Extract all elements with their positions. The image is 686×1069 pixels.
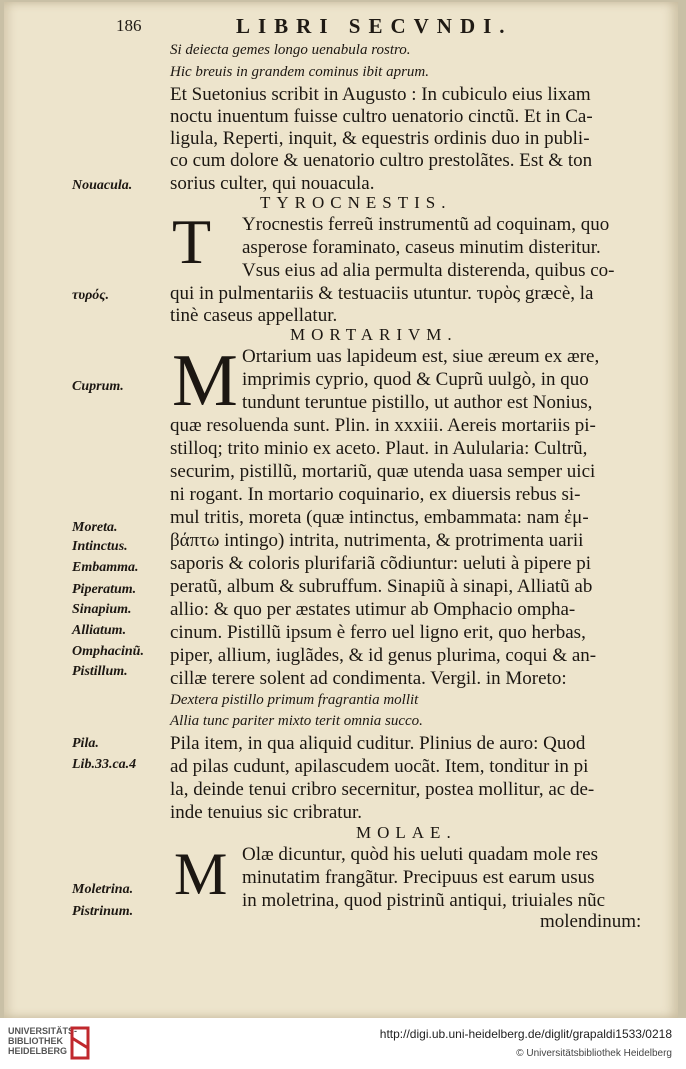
library-logo-icon bbox=[68, 1024, 94, 1062]
text-line: minutatim frangãtur. Precipuus est earum usus bbox=[242, 867, 595, 888]
marginal-note: Nouacula. bbox=[72, 178, 133, 193]
book-page bbox=[4, 2, 678, 1018]
marginal-note: Pila. bbox=[72, 736, 99, 751]
marginal-note: Pistillum. bbox=[72, 664, 128, 679]
text-line: cillæ terere solent ad condimenta. Vergil. in Moreto: bbox=[170, 668, 567, 689]
marginal-note: τυρός. bbox=[72, 288, 110, 303]
drop-cap-t: T bbox=[172, 206, 212, 277]
text-line: imprimis cyprio, quod & Cuprũ uulgò, in quo bbox=[242, 369, 589, 390]
text-line: Et Suetonius scribit in Augusto : In cubiculo eius lixam bbox=[170, 84, 591, 105]
text-line: molendinum: bbox=[540, 911, 642, 932]
text-line: quæ resoluenda sunt. Plin. in xxxiii. Aereis mortariis pi- bbox=[170, 415, 596, 436]
text-line: Ortarium uas lapideum est, siue æreum ex ære, bbox=[242, 346, 600, 367]
marginal-note: Moreta. bbox=[72, 520, 118, 535]
text-line: tinè caseus appellatur. bbox=[170, 305, 338, 326]
text-line: piper, allium, iuglãdes, & id genus plurima, coqui & an- bbox=[170, 645, 597, 666]
marginal-note: Moletrina. bbox=[72, 882, 134, 897]
text-line: Dextera pistillo primum fragrantia mollit bbox=[170, 692, 419, 708]
text-line: in moletrina, quod pistrinũ antiqui, triuiales nũc bbox=[242, 890, 606, 911]
marginal-note: Intinctus. bbox=[72, 539, 128, 554]
running-head: LIBRI SECVNDI. bbox=[236, 14, 513, 38]
text-line: βάπτω intingo) intrita, nutrimenta, & protrimenta uarii bbox=[170, 530, 584, 551]
drop-cap-m: M bbox=[172, 340, 238, 422]
text-line: cinum. Pistillũ ipsum è ferro uel ligno erit, quo herbas, bbox=[170, 622, 586, 643]
text-line: la, deinde tenui cribro secernitur, postea mollitur, ac de- bbox=[170, 779, 595, 800]
text-line: ad pilas cudunt, apilascudem uocãt. Item, tonditur in pi bbox=[170, 756, 589, 777]
text-line: tundunt teruntue pistillo, ut author est Nonius, bbox=[242, 392, 593, 413]
marginal-note: Pistrinum. bbox=[72, 904, 134, 919]
text-line: inde tenuius sic cribratur. bbox=[170, 802, 363, 823]
text-line: Olæ dicuntur, quòd his ueluti quadam mole res bbox=[242, 844, 598, 865]
text-line: mul tritis, moreta (quæ intinctus, embammata: nam ἐμ- bbox=[170, 507, 589, 528]
section-heading: MORTARIVM. bbox=[290, 325, 458, 344]
text-line: qui in pulmentariis & testuaciis utuntur. τυρὸς græcè, la bbox=[170, 283, 594, 304]
text-line: Hic breuis in grandem cominus ibit aprum. bbox=[170, 64, 430, 80]
permalink-url[interactable]: http://digi.ub.uni-heidelberg.de/diglit/grapaldi1533/0218 bbox=[379, 1027, 672, 1041]
copyright-notice: © Universitätsbibliothek Heidelberg bbox=[516, 1048, 672, 1059]
text-line: stilloq; trito minio ex aceto. Plaut. in Aulularia: Cultrũ, bbox=[170, 438, 588, 459]
text-line: peratũ, album & subruffum. Sinapiũ à sinapi, Alliatũ ab bbox=[170, 576, 593, 597]
institution-name: UNIVERSITÄTS- BIBLIOTHEK HEIDELBERG bbox=[8, 1026, 78, 1056]
text-line: sorius culter, qui nouacula. bbox=[170, 173, 375, 194]
marginal-note: Alliatum. bbox=[72, 623, 127, 638]
marginal-note: Omphacinũ. bbox=[72, 644, 144, 659]
text-line: Vsus eius ad alia permulta disterenda, quibus co- bbox=[242, 260, 615, 281]
text-line: asperose foraminato, caseus minutim disteritur. bbox=[242, 237, 601, 258]
text-line: Si deiecta gemes longo uenabula rostro. bbox=[170, 42, 411, 58]
marginal-note: Cuprum. bbox=[72, 379, 124, 394]
text-line: noctu inuentum fuisse cultro uenatorio cinctũ. Et in Ca- bbox=[170, 106, 593, 127]
text-line: allio: & quo per æstates utimur ab Omphacio ompha- bbox=[170, 599, 576, 620]
footer-bar bbox=[0, 1018, 686, 1069]
marginal-note: Lib.33.ca.4 bbox=[72, 757, 137, 772]
drop-cap-m-molae: M bbox=[174, 841, 228, 907]
text-line: saporis & coloris plurifariã cõdiuntur: ueluti à pipere pi bbox=[170, 553, 592, 574]
text-line: ni rogant. In mortario coquinario, ex diuersis rebus si- bbox=[170, 484, 581, 505]
text-line: Yrocnestis ferreũ instrumentũ ad coquinam, quo bbox=[242, 214, 610, 235]
text-line: Allia tunc pariter mixto terit omnia succo. bbox=[170, 713, 423, 729]
marginal-note: Embamma. bbox=[72, 560, 139, 575]
text-line: ligula, Reperti, inquit, & equestris ordinis duo in publi- bbox=[170, 128, 590, 149]
text-line: securim, pistillũ, mortariũ, quæ utenda uasa semper uici bbox=[170, 461, 596, 482]
section-heading: MOLAE. bbox=[356, 823, 457, 842]
text-line: Pila item, in qua aliquid cuditur. Plinius de auro: Quod bbox=[170, 733, 586, 754]
marginal-note: Piperatum. bbox=[72, 582, 137, 597]
marginal-note: Sinapium. bbox=[72, 602, 132, 617]
section-heading: TYROCNESTIS. bbox=[260, 193, 452, 212]
page-header bbox=[4, 16, 678, 40]
page-number: 186 bbox=[116, 16, 142, 35]
text-line: co cum dolore & uenatorio cultro prestolãtes. Est & ton bbox=[170, 150, 593, 171]
